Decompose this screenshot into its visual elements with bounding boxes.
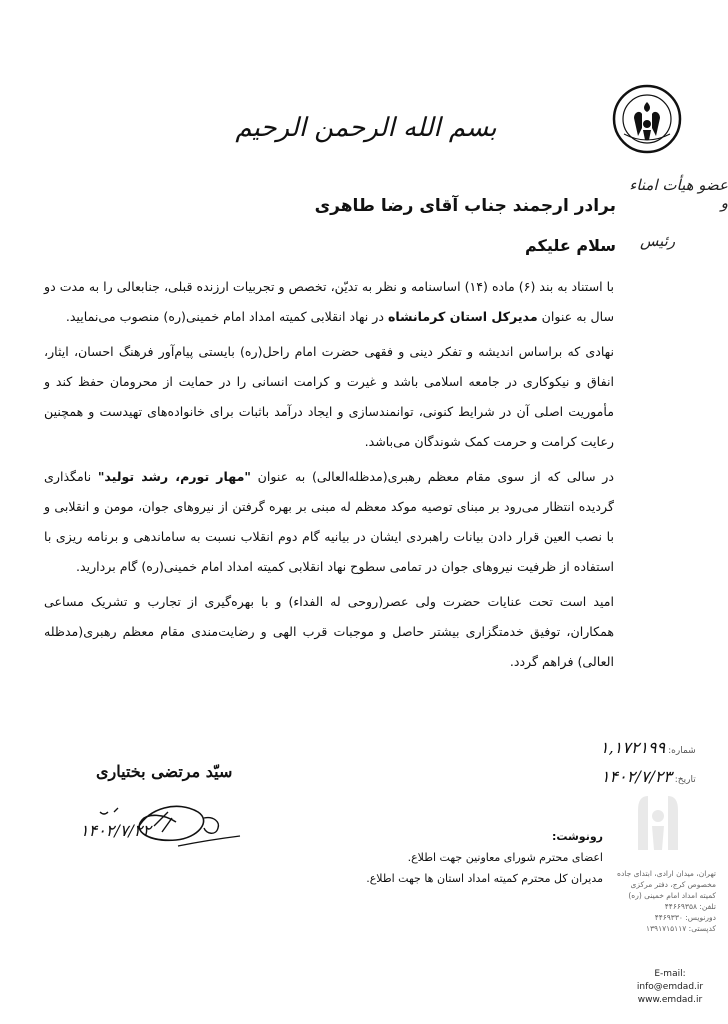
appointment-title: مدیرکل استان کرمانشاه [387,309,538,324]
side-note-board-member: عضو هیأت امناء و [629,176,728,212]
cc-title: رونوشت: [551,830,603,843]
p1-text-end: در نهاد انقلابی کمیته امداد امام خمینی(ره) منصوب می‌نمایید. [65,309,388,324]
side-note-head: رئیس [640,232,676,250]
phone: تلفن: ۴۴۶۶۹۳۵۸ [664,902,716,911]
number-value: ۱,۱۷۲۱۹۹ [600,738,666,757]
email-address: E-mail: info@emdad.ir [636,969,704,992]
postal-code: کدپستی: ۱۳۹۱۷۱۵۱۱۷ [645,924,716,933]
recipient-line: برادر ارجمند جناب آقای رضا طاهری [314,196,616,216]
p3-text-end: نامگذاری گردیده انتظار می‌رود بر مبنای توصیه موکد معظم له مبنی بر بهره گرفتن از نیروهای جوان، مومن و انقلابی و با نصب العین قرار دادن بیانات راهبردی ایشان در بیانیه گام دوم انقلاب نسبت به ساماندهی و برنامه ریزی با استفاده از ظرفیت نیروهای جوان در تمامی سطوح نهاد انقلابی کمیته امداد امام خمینی(ره) گام بردارید. [44,469,614,574]
date-value: ۱۴۰۲/۷/۲۳ [600,767,672,786]
handwritten-signature [78,788,248,854]
signatory-name: سیّد مرتضی بختیاری [96,762,233,781]
paragraph-appointment [44,272,614,332]
emdad-emblem-logo [612,84,682,154]
address-line: کمیته امداد امام خمینی (ره) [628,891,716,900]
cc-block [366,826,603,889]
cc-line-provincial-managers: مدیران کل محترم کمیته امداد استان ها جهت اطلاع. [366,872,603,885]
p1-text: با استناد به بند (۶) ماده (۱۴) اساسنامه و نظر به تدیّن، تخصص و تجربیات ارزنده قبلی، جنابعالی را به مدت دو سال به عنوان [44,279,614,324]
date-label: تاریخ: [674,775,696,785]
address-line: تهران، میدان ارادی، ابتدای جاده [617,869,716,878]
year-slogan: "مهار تورم، رشد تولید" [97,469,251,484]
contact-block [622,968,718,1007]
greeting: سلام علیکم [524,236,616,255]
paragraph-mission: نهادی که براساس اندیشه و تفکر دینی و فقهی حضرت امام راحل(ره) بایستی پیام‌آور فرهنگ احسان، ایثار، انفاق و نیکوکاری در جامعه اسلامی باشد و غیرت و کرامت انسانی را در حمایت از محرومان حفظ کند و مأموریت اصلی آن در شرایط کنونی، توانمندسازی و ایجاد درآمد باثبات برای خانواده‌های تهیدست و همچنین رعایت کرامت و حرمت کمک شوندگان می‌باشد. [44,344,614,449]
letter-body [44,272,614,682]
p3-text: در سالی که از سوی مقام معظم رهبری(مدظله‌العالی) به عنوان [250,469,614,484]
paragraph-year-slogan [44,462,614,582]
fax: دورنویس: ۴۴۶۹۳۳۰ [654,913,716,922]
handwritten-date: ۱۴۰۲/۷/۲۲ [80,821,151,840]
address-line: مخصوص کرج، دفتر مرکزی [630,880,716,889]
website: www.emdad.ir [637,995,703,1005]
number-label: شماره: [668,746,696,756]
bismillah-heading: بسم الله الرحمن الرحیم [235,113,497,143]
address-block [604,868,716,934]
watermark-emblem [618,780,698,860]
paragraph-closing: امید است تحت عنایات حضرت ولی عصر(روحی له الفداء) و با بهره‌گیری از تجارب و تشریک مساعی همکاران، توفیق خدمتگزاری بیشتر حاصل و موجبات قرب الهی و رضایت‌مندی مقام معظم رهبری(مدظله العالی) فراهم گردد. [44,594,614,669]
cc-line-deputies: اعضای محترم شورای معاونین جهت اطلاع. [407,851,603,864]
